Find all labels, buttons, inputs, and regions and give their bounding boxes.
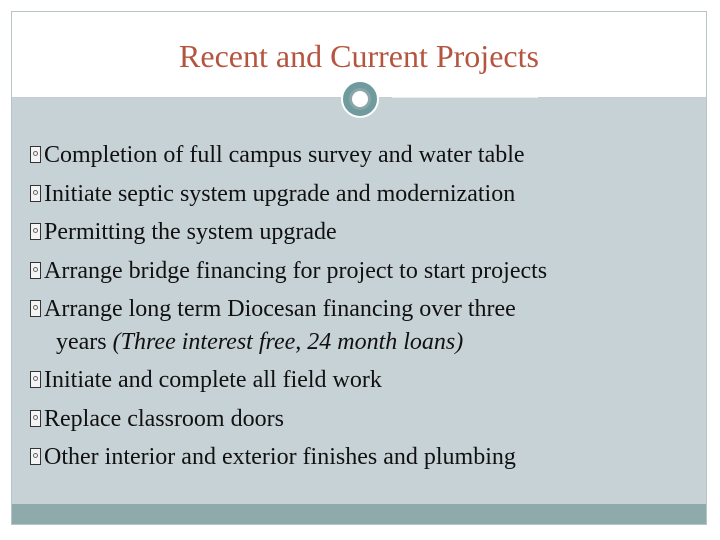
title-divider <box>392 97 538 98</box>
continuation-prefix: years <box>56 328 113 355</box>
bullet-list <box>28 136 708 477</box>
bullet-item <box>28 290 708 361</box>
bullet-item <box>28 361 708 400</box>
missing-glyph-box-icon <box>30 185 41 202</box>
missing-glyph-box-icon <box>30 223 41 240</box>
missing-glyph-box-icon <box>30 410 41 427</box>
slide-title: Recent and Current Projects <box>179 38 539 74</box>
missing-glyph-box-icon <box>30 371 41 388</box>
bullet-continuation <box>44 323 708 362</box>
missing-glyph-box-icon <box>30 300 41 317</box>
bullet-text: Permitting the system upgrade <box>44 219 337 245</box>
bullet-item <box>28 400 708 439</box>
ring-ornament-inner <box>349 88 371 110</box>
bullet-text: Arrange bridge financing for project to start projects <box>44 257 548 284</box>
footer-band <box>12 504 706 524</box>
missing-glyph-box-icon <box>30 262 41 279</box>
bullet-text: Completion of full campus survey and water table <box>44 142 525 168</box>
bullet-text: Initiate septic system upgrade and modernization <box>44 180 516 207</box>
bullet-text: Arrange long term Diocesan financing over three <box>44 296 516 322</box>
continuation-italic: (Three interest free, 24 month loans) <box>112 328 464 355</box>
bullet-item <box>28 252 708 291</box>
missing-glyph-box-icon <box>30 448 41 465</box>
bullet-item <box>28 136 708 175</box>
bullet-item <box>28 175 708 214</box>
ring-ornament-icon <box>341 80 379 118</box>
bullet-item <box>28 438 708 477</box>
bullet-text: Other interior and exterior finishes and plumbing <box>44 444 516 470</box>
slide-frame <box>11 11 707 525</box>
bullet-text: Replace classroom doors <box>44 405 284 432</box>
missing-glyph-box-icon <box>30 146 41 163</box>
bullet-item <box>28 213 708 252</box>
bullet-text: Initiate and complete all field work <box>44 367 382 393</box>
